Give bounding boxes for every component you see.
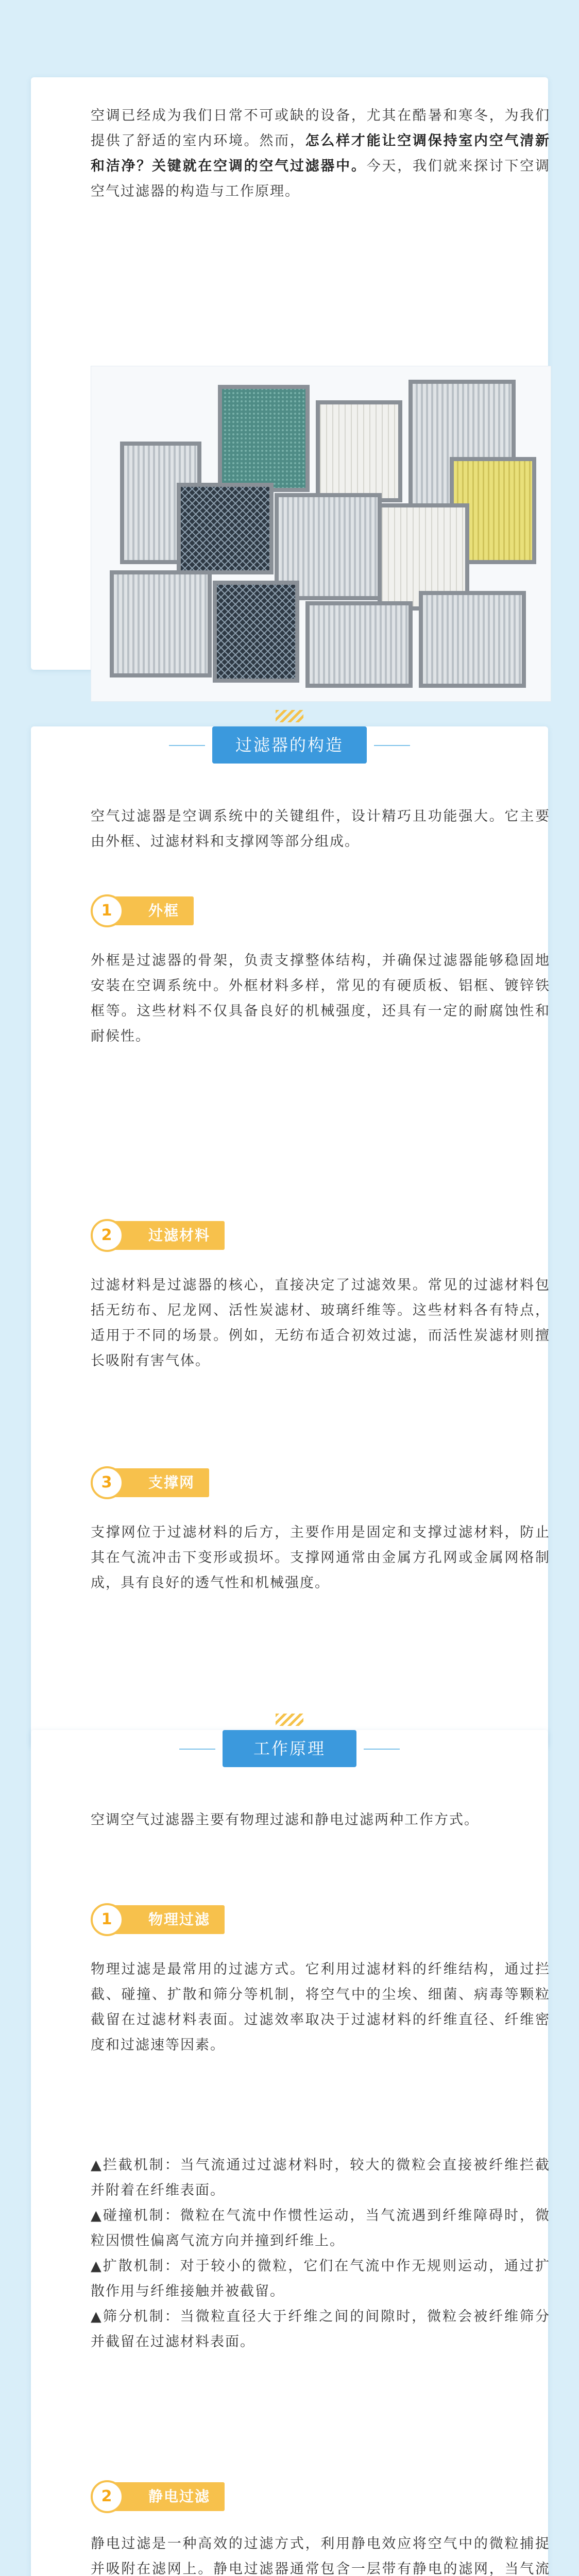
mechanism-interception: ▲拦截机制：当气流通过过滤材料时，较大的微粒会直接被纤维拦截并附着在纤维表面。 xyxy=(91,2157,550,2198)
subheading-label: 静电过滤 xyxy=(148,2488,211,2505)
air-filters-image xyxy=(91,366,551,702)
principle-heading-physical xyxy=(98,1905,225,1934)
structure-heading-support xyxy=(98,1468,209,1497)
intro-highlight-answer: 关键就在空调的空气过滤器中。 xyxy=(152,158,367,174)
number-badge: 1 xyxy=(91,894,124,927)
principle-heading-electrostatic xyxy=(98,2482,225,2511)
subheading-label: 过滤材料 xyxy=(148,1227,211,1244)
mechanism-list xyxy=(91,2153,550,2354)
intro-paragraph-start: 空调已经成为我们日常不可或缺的设备，尤其在酷暑和寒冬，为我们提供了舒适的室内环境。然而， xyxy=(91,108,550,149)
section-title-structure: 过滤器的构造 xyxy=(212,726,367,764)
section-divider-stripes xyxy=(276,1714,303,1726)
intro-card xyxy=(31,77,551,670)
structure-heading-material xyxy=(98,1221,225,1250)
subheading-label: 外框 xyxy=(148,902,180,919)
subheading-label: 支撑网 xyxy=(148,1474,195,1491)
structure-intro: 空气过滤器是空调系统中的关键组件，设计精巧且功能强大。它主要由外框、过滤材料和支撑网等部分组成。 xyxy=(91,808,550,850)
air-filter-product-photo xyxy=(91,366,551,701)
intro-highlight-question: 怎么样才能让空调保持室内空气清新和洁净？ xyxy=(91,133,551,174)
structure-section xyxy=(31,726,548,1747)
section-divider-stripes xyxy=(276,710,303,722)
number-badge: 3 xyxy=(91,1466,124,1499)
number-badge: 1 xyxy=(91,1903,124,1936)
intro-paragraph-end: 今天，我们就来探讨下空调空气过滤器的构造与工作原理。 xyxy=(91,158,551,199)
structure-support-text: 支撑网位于过滤材料的后方，主要作用是固定和支撑过滤材料，防止其在气流冲击下变形或损坏。支撑网通常由金属方孔网或金属网格制成，具有良好的透气性和机械强度。 xyxy=(91,1524,550,1591)
structure-frame-text: 外框是过滤器的骨架，负责支撑整体结构，并确保过滤器能够稳固地安装在空调系统中。外框材料多样，常见的有硬质板、铝框、镀锌铁框等。这些材料不仅具备良好的机械强度，还具有一定的耐腐蚀性和耐候性。 xyxy=(91,953,550,1044)
mechanism-impaction: ▲碰撞机制：微粒在气流中作惯性运动，当气流遇到纤维障碍时，微粒因惯性偏离气流方向并撞到纤维上。 xyxy=(91,2208,550,2249)
number-badge: 2 xyxy=(91,1219,124,1252)
mechanism-diffusion: ▲扩散机制：对于较小的微粒，它们在气流中作无规则运动，通过扩散作用与纤维接触并被截留。 xyxy=(91,2258,550,2299)
principle-physical-text: 物理过滤是最常用的过滤方式。它利用过滤材料的纤维结构，通过拦截、碰撞、扩散和筛分等机制，将空气中的尘埃、细菌、病毒等颗粒截留在过滤材料表面。过滤效率取决于过滤材料的纤维直径、纤维密度和过滤速等因素。 xyxy=(91,1961,550,2053)
principle-section xyxy=(31,1730,548,2576)
intro-text xyxy=(91,103,550,204)
subheading-label: 物理过滤 xyxy=(148,1911,211,1928)
structure-heading-frame xyxy=(98,896,194,925)
number-badge: 2 xyxy=(91,2480,124,2513)
section-title-principle: 工作原理 xyxy=(223,1730,356,1767)
principle-intro: 空调空气过滤器主要有物理过滤和静电过滤两种工作方式。 xyxy=(91,1812,479,1828)
principle-electrostatic-text: 静电过滤是一种高效的过滤方式，利用静电效应将空气中的微粒捕捉并吸附在滤网上。静电过滤器通常包含一层带有静电的滤网，当气流 xyxy=(91,2536,550,2576)
mechanism-sieving: ▲筛分机制：当微粒直径大于纤维之间的间隙时，微粒会被纤维筛分并截留在过滤材料表面。 xyxy=(91,2309,550,2350)
structure-material-text: 过滤材料是过滤器的核心，直接决定了过滤效果。常见的过滤材料包括无纺布、尼龙网、活性炭滤材、玻璃纤维等。这些材料各有特点，适用于不同的场景。例如，无纺布适合初效过滤，而活性炭滤材则擅长吸附有害气体。 xyxy=(91,1277,550,1369)
